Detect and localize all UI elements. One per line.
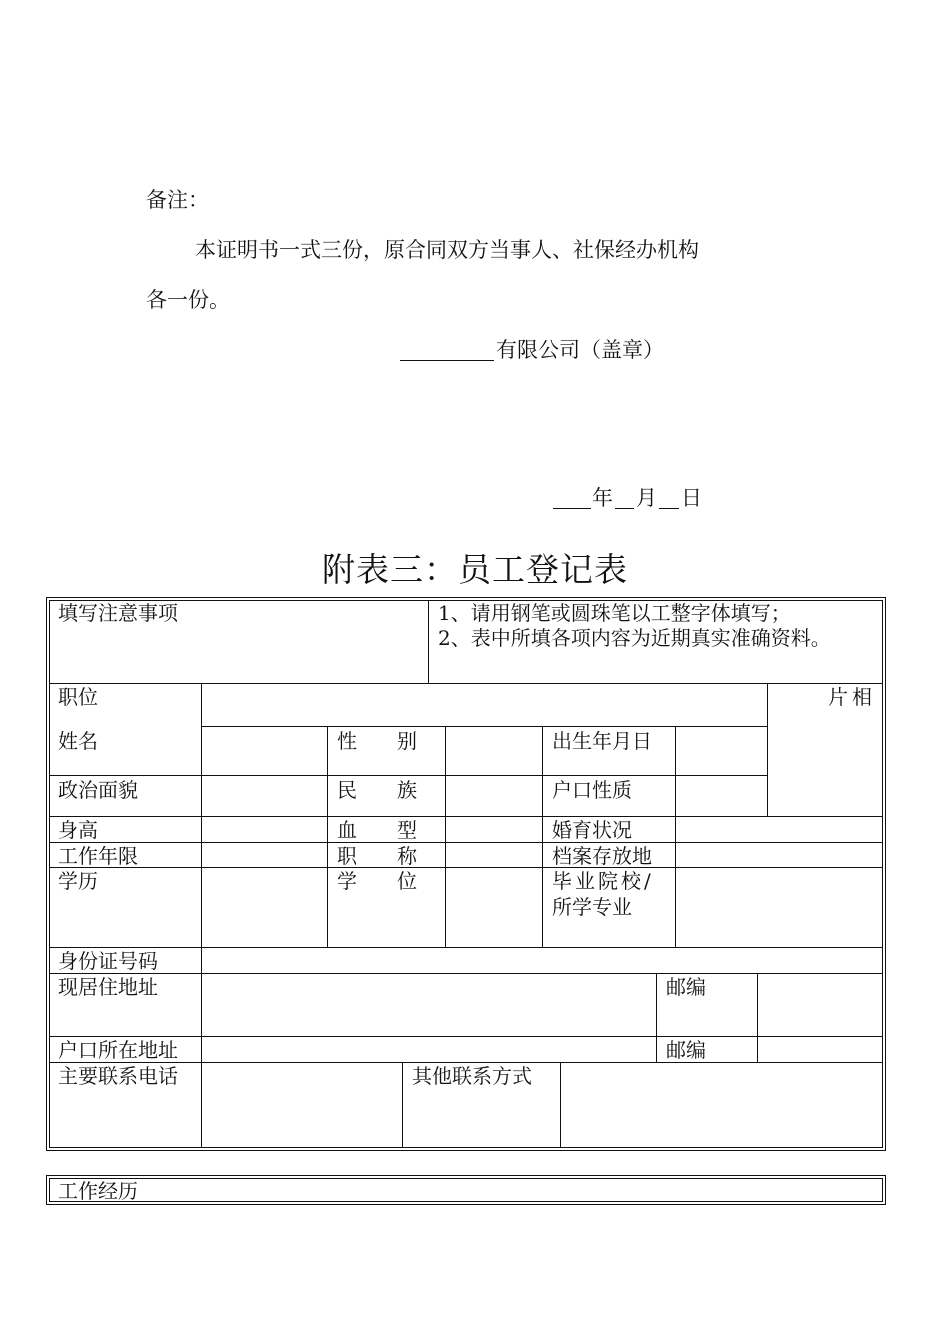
form-title: 附表三：员工登记表 — [322, 550, 628, 589]
school-label-line1: 毕业院校/ — [552, 869, 654, 893]
instruction-1: 1、请用钢笔或圆珠笔以工整字体填写； — [438, 601, 791, 625]
ethnicity-label: 民 族 — [337, 778, 417, 802]
work-years-label: 工作年限 — [58, 844, 138, 868]
title-rank-label: 职 称 — [337, 844, 417, 868]
archive-location-label: 档案存放地 — [552, 844, 652, 868]
political-status-label: 政治面貌 — [58, 778, 138, 802]
date-year-blank — [553, 488, 591, 509]
notes-line-1: 本证明书一式三份，原合同双方当事人、社保经办机构 — [195, 238, 699, 262]
date-day-blank — [659, 488, 679, 509]
hukou-type-label: 户口性质 — [552, 778, 632, 802]
hukou-address-label: 户口所在地址 — [58, 1038, 178, 1062]
gender-label: 性 别 — [337, 729, 417, 753]
current-address-label: 现居住地址 — [58, 975, 158, 999]
company-seal-label: 有限公司（盖章） — [496, 338, 664, 362]
photo-label: 片相 — [828, 685, 876, 709]
date-day-label: 日 — [681, 486, 702, 510]
work-history-label: 工作经历 — [58, 1179, 138, 1203]
main-phone-label: 主要联系电话 — [58, 1064, 178, 1088]
blood-type-label: 血 型 — [337, 818, 417, 842]
notes-heading: 备注： — [146, 188, 209, 212]
height-label: 身高 — [58, 818, 98, 842]
birth-date-label: 出生年月日 — [552, 729, 652, 753]
instruction-2: 2、表中所填各项内容为近期真实准确资料。 — [438, 626, 831, 650]
date-month-label: 月 — [636, 486, 657, 510]
school-label-line2: 所学专业 — [552, 895, 632, 919]
notes-line-2: 各一份。 — [146, 288, 230, 312]
degree-label: 学 位 — [337, 869, 417, 893]
marital-status-label: 婚育状况 — [552, 818, 632, 842]
name-label: 姓名 — [58, 729, 98, 753]
postcode-label-2: 邮编 — [666, 1038, 706, 1062]
date-month-blank — [615, 488, 634, 509]
position-label: 职位 — [58, 685, 98, 709]
company-name-blank — [400, 340, 494, 361]
instructions-label: 填写注意事项 — [58, 601, 178, 625]
education-label: 学历 — [58, 869, 98, 893]
postcode-label-1: 邮编 — [666, 975, 706, 999]
id-number-label: 身份证号码 — [58, 949, 158, 973]
date-year-label: 年 — [592, 486, 613, 510]
other-contact-label: 其他联系方式 — [412, 1064, 532, 1088]
